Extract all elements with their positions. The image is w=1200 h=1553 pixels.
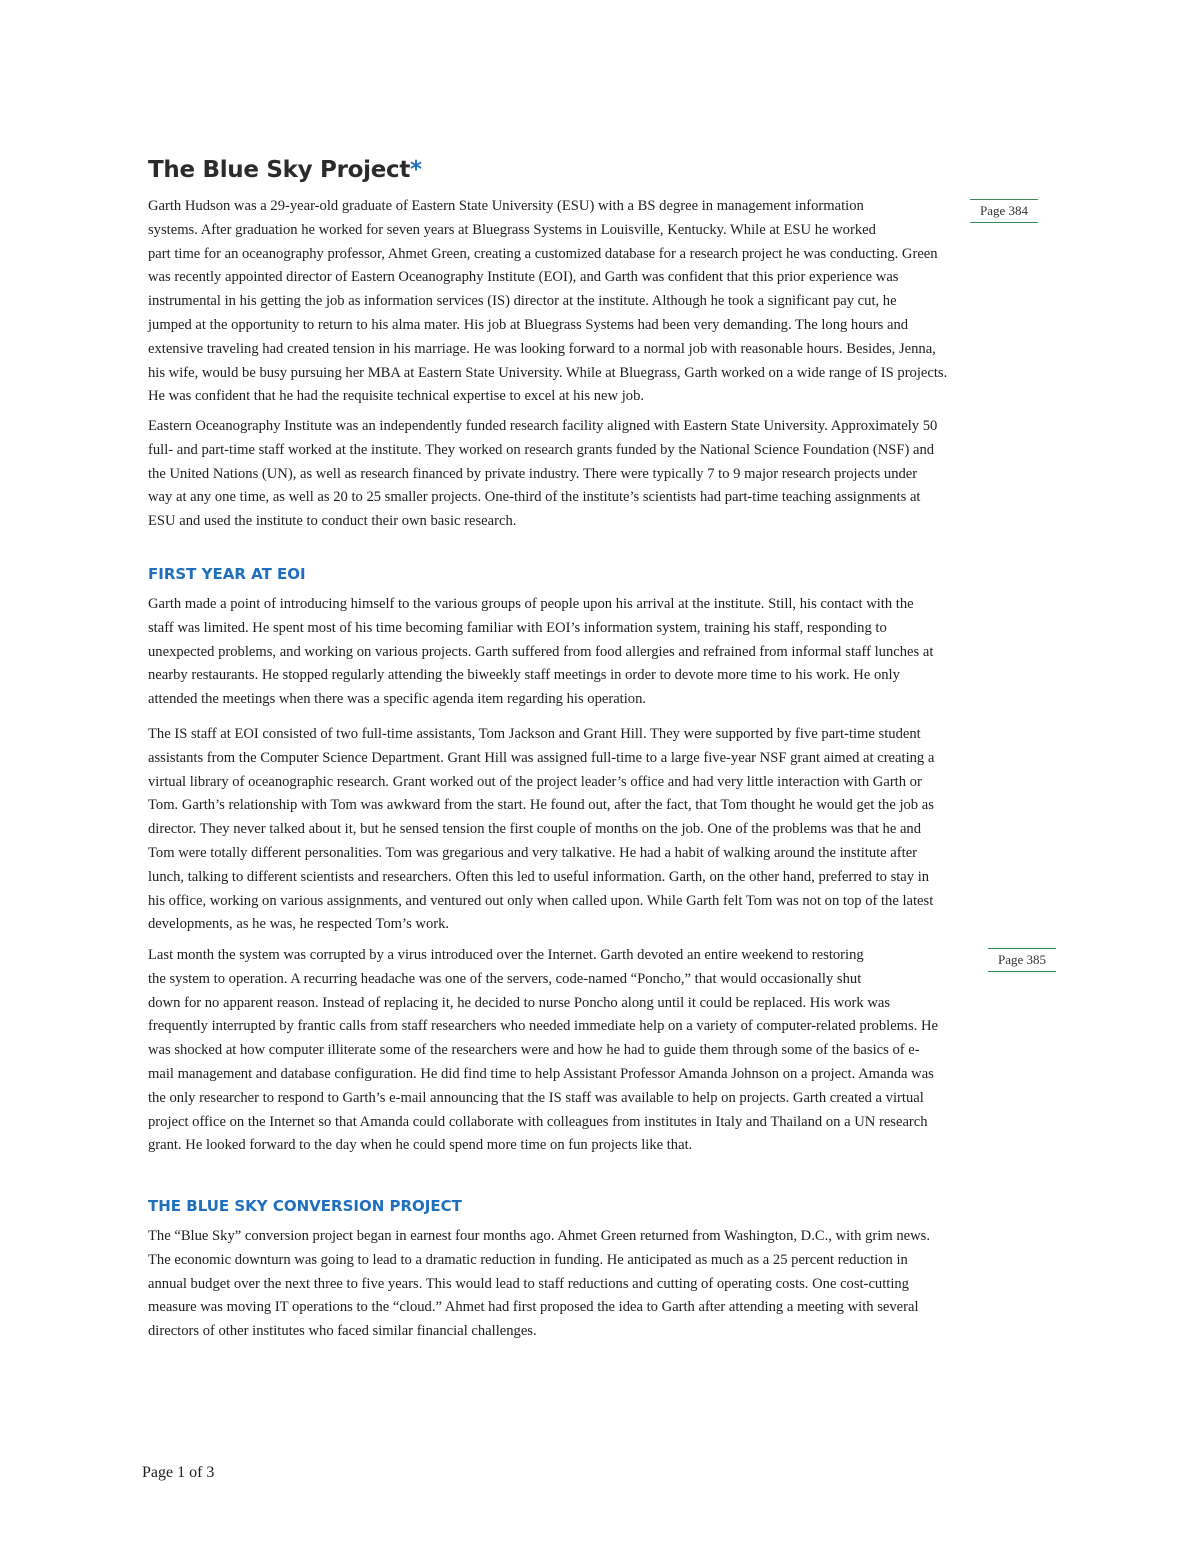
page-footer: Page 1 of 3 (142, 1464, 215, 1481)
text-line: instrumental in his getting the job as information services (IS) director at the institute. Although he took a significant pay cut, he (148, 293, 897, 310)
text-line: measure was moving IT operations to the “cloud.” Ahmet had first proposed the idea to Garth after attending a meeting with several (148, 1299, 919, 1316)
section-heading: THE BLUE SKY CONVERSION PROJECT (148, 1197, 462, 1215)
paragraph (148, 723, 934, 937)
title-text: The Blue Sky Project (148, 157, 411, 183)
text-line: Tom were totally different personalities. Tom was gregarious and very talkative. He had a habit of walking around the institute after (148, 844, 918, 861)
text-line: The IS staff at EOI consisted of two full-time assistants, Tom Jackson and Grant Hill. They were supported by five part-time student (148, 726, 921, 742)
text-line: the only researcher to respond to Garth’s e-mail announcing that the IS staff was available to help on projects. Garth created a virtual (148, 1089, 924, 1106)
text-line: frequently interrupted by frantic calls from staff researchers who needed immediate help on a variety of computer-related problems. He (148, 1018, 939, 1035)
text-line: director. They never talked about it, but he sensed tension the first couple of months on the job. One of the problems was that he and (148, 821, 922, 838)
text-line: Eastern Oceanography Institute was an independently funded research facility aligned with Eastern State University. Approximately 50 (148, 418, 938, 434)
text-line: staff was limited. He spent most of his time becoming familiar with EOI’s information system, training his staff, responding to (148, 619, 887, 636)
text-line: down for no apparent reason. Instead of replacing it, he decided to nurse Poncho along until it could be replaced. His work was (148, 994, 891, 1011)
text-line: mail management and database configuration. He did find time to help Assistant Professor Amanda Johnson on a project. Amanda was (148, 1065, 934, 1082)
paragraph (148, 195, 968, 409)
paragraph (148, 944, 938, 1158)
paragraph (148, 593, 933, 712)
text-line: project office on the Internet so that Amanda could collaborate with colleagues from institutes in Italy and Thailand on a UN research (148, 1113, 928, 1130)
text-line: lunch, talking to different scientists and researchers. Often this led to useful information. Garth, on the other hand, preferred to stay in (148, 868, 930, 885)
text-line: Tom. Garth’s relationship with Tom was awkward from the start. He found out, after the fact, that Tom thought he would get the job as (148, 797, 934, 814)
text-line: his office, working on various assignments, and ventured out only when called upon. While Garth felt Tom was not on top of the latest (148, 892, 934, 909)
text-line: part time for an oceanography professor, Ahmet Green, creating a customized database for a research project he was conducting. Green (148, 245, 938, 262)
text-line: Last month the system was corrupted by a virus introduced over the Internet. Garth devoted an entire weekend to restoring (148, 947, 864, 963)
document-title (148, 154, 422, 186)
text-line: annual budget over the next three to five years. This would lead to staff reductions and cutting of operating costs. One cost-cutting (148, 1275, 909, 1292)
page-marker-384: Page 384 (970, 199, 1038, 223)
text-line: developments, as he was, he respected Tom’s work. (148, 916, 450, 933)
text-line: virtual library of oceanographic research. Grant worked out of the project leader’s office and had very little interaction with Garth or (148, 773, 922, 790)
text-line: ESU and used the institute to conduct their own basic research. (148, 513, 517, 530)
text-line: attended the meetings when there was a specific agenda item regarding his operation. (148, 691, 647, 708)
text-line: systems. After graduation he worked for seven years at Bluegrass Systems in Louisville, Kentucky. While at ESU he worked (148, 221, 876, 238)
text-line: the system to operation. A recurring headache was one of the servers, code-named “Poncho,” that would occasionally shut (148, 970, 862, 987)
text-line: was recently appointed director of Eastern Oceanography Institute (EOI), and Garth was confident that this prior experience was (148, 269, 899, 286)
text-line: nearby restaurants. He stopped regularly attending the biweekly staff meetings in order to devote more time to his work. He only (148, 667, 900, 684)
text-line: He was confident that he had the requisite technical expertise to excel at his new job. (148, 388, 645, 405)
text-line: jumped at the opportunity to return to his alma mater. His job at Bluegrass Systems had been very demanding. The long hours and (148, 316, 909, 333)
paragraph (148, 415, 937, 534)
paragraph (148, 1225, 930, 1344)
text-line: Garth Hudson was a 29-year-old graduate of Eastern State University (ESU) with a BS degree in management information (148, 198, 864, 214)
text-line: unexpected problems, and working on various projects. Garth suffered from food allergies and refrained from informal staff lunches at (148, 643, 934, 660)
text-line: directors of other institutes who faced similar financial challenges. (148, 1323, 537, 1340)
text-line: full- and part-time staff worked at the institute. They worked on research grants funded by the National Science Foundation (NSF) and (148, 441, 935, 458)
text-line: The “Blue Sky” conversion project began in earnest four months ago. Ahmet Green returned from Washington, D.C., with grim news. (148, 1228, 930, 1244)
text-line: way at any one time, as well as 20 to 25 smaller projects. One-third of the institute’s scientists had part-time teaching assignments at (148, 489, 921, 506)
text-line: extensive traveling had created tension in his marriage. He was looking forward to a normal job with reasonable hours. Besides, Jenna, (148, 340, 936, 357)
footnote-asterisk: * (410, 157, 422, 183)
text-line: the United Nations (UN), as well as research financed by private industry. There were typically 7 to 9 major research projects under (148, 465, 918, 482)
text-line: was shocked at how computer illiterate some of the researchers were and how he had to guide them through some of the basics of e- (148, 1042, 920, 1059)
text-line: his wife, would be busy pursuing her MBA at Eastern State University. While at Bluegrass, Garth worked on a wide range of IS projects. (148, 364, 948, 381)
text-line: assistants from the Computer Science Department. Grant Hill was assigned full-time to a large five-year NSF grant aimed at creating a (148, 749, 935, 766)
page-marker-385: Page 385 (988, 948, 1056, 972)
text-line: grant. He looked forward to the day when he could spend more time on fun projects like that. (148, 1137, 693, 1154)
section-heading: FIRST YEAR AT EOI (148, 565, 306, 583)
text-line: The economic downturn was going to lead to a dramatic reduction in funding. He anticipated as much as a 25 percent reduction in (148, 1251, 908, 1268)
text-line: Garth made a point of introducing himself to the various groups of people upon his arrival at the institute. Still, his contact with the (148, 596, 914, 612)
